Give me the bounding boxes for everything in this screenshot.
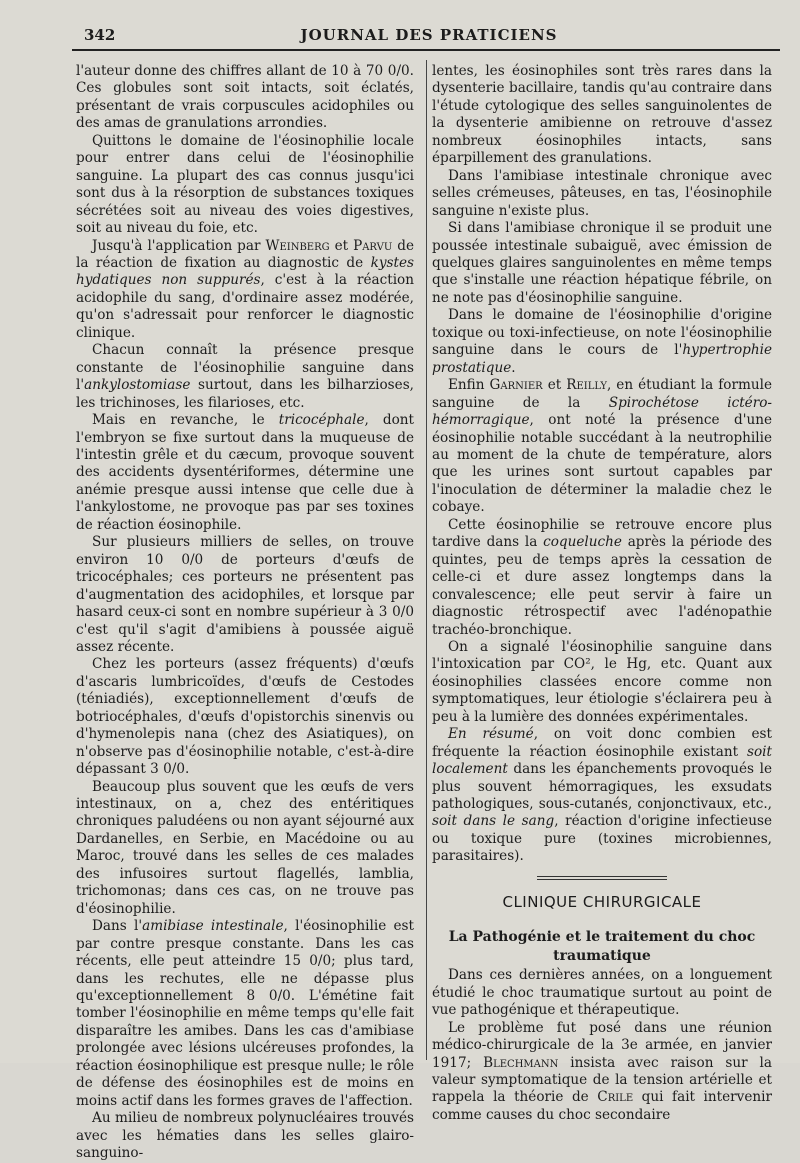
paragraph	[432, 307, 772, 377]
paragraph	[432, 517, 772, 639]
text-run: Mais en revanche, le	[92, 412, 279, 429]
author-name: Reilly	[566, 377, 607, 394]
paragraph: Sur plusieurs milliers de selles, on trouve environ 10 0/0 de porteurs d'œufs de tricocéphales; ces porteurs ne présentent pas d'augmentation des acidophiles, et lorsque par hasard ceux-ci sont en nombre supérieur à 3 0/0 c'est qu'il s'agit d'amibiens à poussée aiguë assez récente.	[76, 534, 414, 655]
paragraph: l'auteur donne des chiffres allant de 10 à 70 0/0. Ces globules sont soit intacts, soit éclatés, présentant de vrais corpuscules acidophiles ou des amas de granulations arrondies.	[76, 63, 414, 132]
text-run: .	[511, 359, 516, 376]
paragraph	[76, 918, 414, 1110]
text-run: , dont l'embryon se fixe surtout dans la muqueuse de l'intestin grêle et du cæcum, provoque souvent des accidents dysentériformes, détermine une anémie presque aussi intense que celle due à l'ankylostome, ne provoque pas par ses toxines de réaction éosinophile.	[76, 412, 415, 533]
italic-term: hypertrophie prostatique	[432, 342, 772, 376]
text-run: Jusqu'à l'application par	[92, 237, 266, 254]
text-run: qui fait intervenir comme causes du choc secondaire	[432, 1089, 772, 1123]
running-title: JOURNAL DES PRATICIENS	[300, 26, 558, 44]
text-run: , on voit donc combien est fréquente la réaction éosinophile existant	[432, 726, 772, 760]
paragraph	[76, 412, 414, 534]
header-rule	[72, 49, 780, 51]
text-run: Enfin	[448, 377, 490, 394]
text-run: Cette éosinophilie se retrouve encore plus tardive dans la	[432, 516, 772, 551]
italic-term: Spirochétose ictéro-hémorragique	[432, 394, 772, 429]
author-name: Crile	[597, 1089, 634, 1106]
text-run: , en étudiant la formule sanguine de la	[432, 377, 773, 411]
text-run: Le problème fut posé dans une réunion médico-chirurgicale de la 3e armée, en janvier 1917;	[432, 1019, 772, 1071]
text-run: et	[329, 237, 354, 254]
paragraph: Beaucoup plus souvent que les œufs de vers intestinaux, on a, chez des entéritiques chroniques paludéens ou non ayant séjourné aux Dardanelles, en Serbie, en Macédoine ou au Maroc, trouvé dans les selles de ces malades des infusoires surtout flagellés, lamblia, trichomonas; dans ces cas, on ne trouve pas d'éosinophilie.	[76, 778, 414, 917]
author-name: Garnier	[489, 377, 543, 394]
italic-term: En résumé	[448, 726, 534, 743]
paragraph: On a signalé l'éosinophilie sanguine dans l'intoxication par CO², le Hg, etc. Quant aux éosinophilies classées encore comme non symptomatiques, leur étiologie s'éclairera peu à peu à la lumière des données expérimentales.	[432, 638, 772, 725]
left-column	[76, 63, 414, 1163]
text-run: , réaction d'origine infectieuse ou toxique pure (toxines microbiennes, parasitaires).	[432, 813, 772, 865]
italic-term: amibiase intestinale	[142, 918, 284, 935]
section-separator	[537, 876, 667, 880]
text-run: et	[542, 377, 567, 394]
right-column	[432, 63, 772, 1124]
italic-term: soit localement	[432, 743, 772, 778]
author-name: Blechmann	[483, 1054, 559, 1071]
section-title: CLINIQUE CHIRURGICALE	[502, 892, 702, 911]
text-run: Chacun connaît la présence presque constante de l'éosinophilie sanguine dans l'	[76, 342, 414, 394]
text-run: surtout, dans les bilharzioses, les trichinoses, les filarioses, etc.	[76, 377, 414, 411]
paragraph	[76, 342, 414, 412]
paragraph	[432, 1020, 772, 1125]
italic-term: ankylostomiase	[84, 377, 191, 394]
article-title-line-1: La Pathogénie et le traitement du choc	[448, 929, 756, 946]
text-run: insista avec raison sur la valeur symptomatique de la tension artérielle et rappela la théorie de	[432, 1054, 772, 1106]
page-number: 342	[84, 26, 116, 44]
text-run: après la période des quintes, peu de temps après la cessation de celle-ci et dure assez longtemps dans la convalescence; elle peut servir à faire un diagnostic rétrospectif avec l'adénopathie trachéo-bronchique.	[432, 534, 772, 638]
italic-term: soit dans le sang	[432, 813, 555, 830]
text-run: Dans le domaine de l'éosinophilie d'origine toxique ou toxi-infectieuse, on note l'éosinophilie sanguine dans le cours de l'	[432, 307, 772, 359]
paragraph: lentes, les éosinophiles sont très rares dans la dysenterie bacillaire, tandis qu'au contraire dans l'étude cytologique des selles sanguinolentes de la dysenterie amibienne on retrouve d'assez nombreux éosinophiles intacts, sans éparpillement des granulations.	[432, 63, 772, 167]
text-run: dans les épanchements provoqués le plus souvent hémorragiques, les exsudats pathologiques, sous-cutanés, conjonctivaux, etc.,	[432, 761, 772, 813]
author-name: Parvu	[353, 237, 393, 254]
italic-term: tricocéphale	[278, 412, 365, 429]
text-run: , ont noté la présence d'une éosinophilie notable succédant à la neutrophilie au moment de la chute de température, alors que les urines sont surtout capables par l'inoculation de déterminer la maladie chez le cobaye.	[432, 412, 772, 516]
article-title-line-2: traumatique	[553, 948, 651, 965]
paragraph	[432, 377, 772, 517]
text-run: , l'éosinophilie est par contre presque constante. Dans les cas récents, elle peut atteindre 15 0/0; plus tard, dans les rechutes, elle ne dépasse plus qu'exceptionnellement 8 0/0. L'émétine fait tomber l'éosinophilie en même temps qu'elle fait disparaître les amibes. Dans les cas d'amibiase prolongée avec lésions ulcéreuses profondes, la réaction éosinophilique est presque nulle; le rôle de défense des éosinophiles est de moins en moins actif dans les formes graves de l'affection.	[76, 918, 414, 1109]
text-run: Dans l'	[92, 918, 143, 935]
paragraph	[432, 726, 772, 866]
page-header	[84, 26, 774, 46]
paragraph: Au milieu de nombreux polynucléaires trouvés avec les hématies dans les selles glairo-sanguino-	[76, 1110, 414, 1162]
paragraph	[76, 238, 414, 343]
author-name: Weinberg	[265, 237, 330, 254]
italic-term: coqueluche	[543, 534, 622, 551]
text-run: , c'est à la réaction acidophile du sang, d'ordinaire assez modérée, qu'on s'adressait pour renforcer le diagnostic clinique.	[76, 272, 414, 341]
paragraph: Quittons le domaine de l'éosinophilie locale pour entrer dans celui de l'éosinophilie sanguine. La plupart des cas connus jusqu'ici sont dus à la résorption de substances toxiques sécrétées soit au niveau des voies digestives, soit au niveau du foie, etc.	[76, 132, 414, 237]
paragraph: Chez les porteurs (assez fréquents) d'œufs d'ascaris lumbricoïdes, d'œufs de Cestodes (téniadiés), exceptionnellement d'œufs de botriocéphales, d'œufs d'opistorchis sinenvis ou d'hymenolepis nana (chez des Asiatiques), on n'observe pas d'éosinophilie notable, c'est-à-dire dépassant 3 0/0.	[76, 656, 414, 778]
italic-term: kystes hydatiques non suppurés	[76, 254, 414, 289]
text-run: de la réaction de fixation au diagnostic de	[76, 237, 414, 271]
paragraph: Dans ces dernières années, on a longuement étudié le choc traumatique surtout au point de vue pathogénique et thérapeutique.	[432, 967, 772, 1019]
paragraph: Dans l'amibiase intestinale chronique avec selles crémeuses, pâteuses, en tas, l'éosinophile sanguine n'existe plus.	[432, 167, 772, 219]
paragraph: Si dans l'amibiase chronique il se produit une poussée intestinale subaiguë, avec émission de quelques glaires sanguinolentes en même temps que s'installe une réaction hépatique fébrile, on ne note pas d'éosinophilie sanguine.	[432, 220, 772, 306]
column-divider	[426, 60, 427, 1060]
